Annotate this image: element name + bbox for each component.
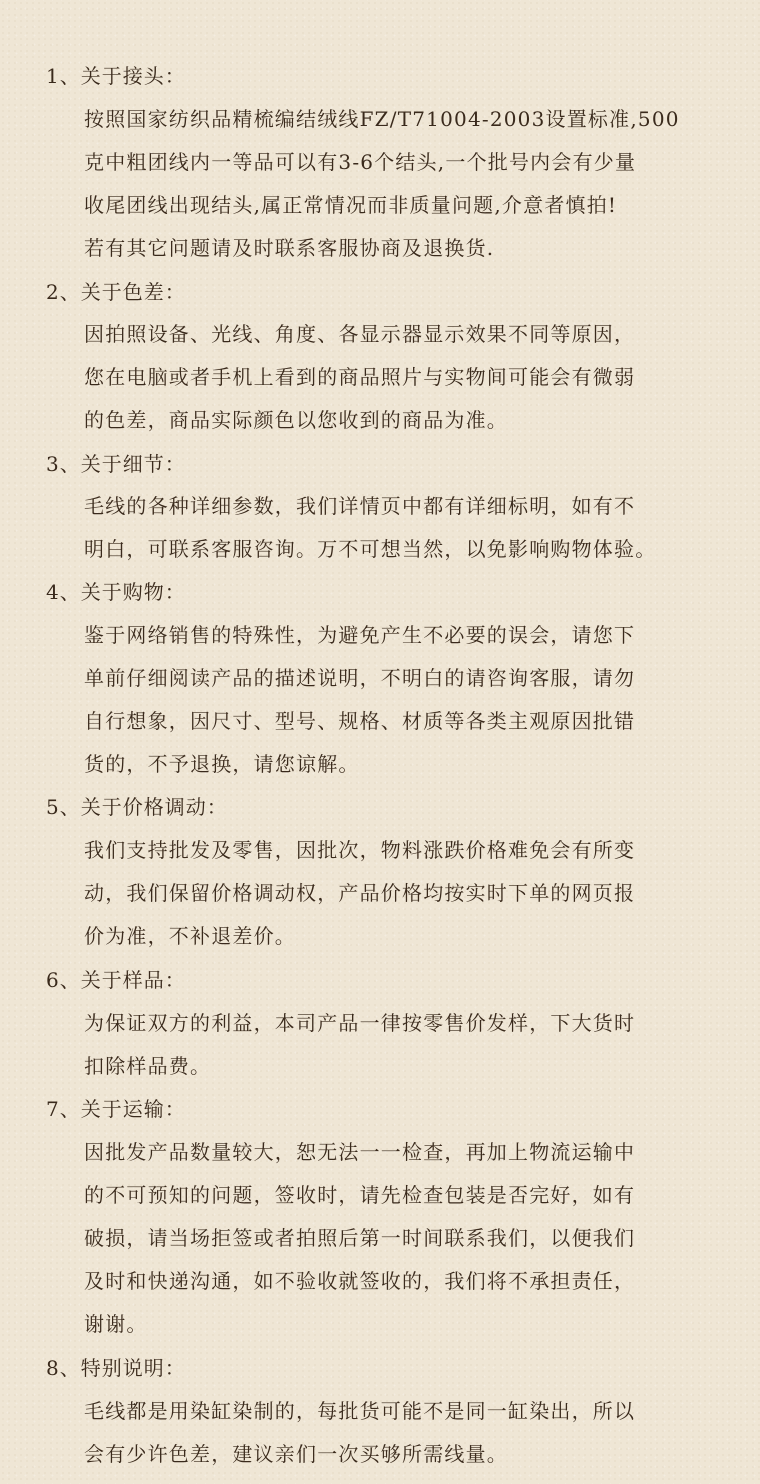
section-text-line: 扣除样品费。 [84, 1054, 212, 1078]
section-text-line: 鉴于网络销售的特殊性，为避免产生不必要的误会，请您下 [84, 623, 636, 647]
section-title: 6、关于样品： [46, 968, 186, 992]
section-text-line: 自行想象，因尺寸、型号、规格、材质等各类主观原因批错 [84, 709, 636, 733]
section-text-line: 明白，可联系客服咨询。万不可想当然，以免影响购物体验。 [84, 537, 657, 561]
section-title: 8、特别说明： [46, 1356, 186, 1380]
section-text-line: 价为准，不补退差价。 [84, 924, 296, 948]
section-text-line: 动，我们保留价格调动权，产品价格均按实时下单的网页报 [84, 881, 636, 905]
section-text-line: 及时和快递沟通，如不验收就签收的，我们将不承担责任， [84, 1269, 636, 1293]
section-text-line: 克中粗团线内一等品可以有3-6个结头,一个批号内会有少量 [84, 150, 637, 174]
section-title: 7、关于运输： [46, 1097, 186, 1121]
section-text-line: 会有少许色差，建议亲们一次买够所需线量。 [84, 1442, 508, 1466]
section-text-line: 的色差，商品实际颜色以您收到的商品为准。 [84, 408, 508, 432]
section-text-line: 毛线都是用染缸染制的，每批货可能不是同一缸染出，所以 [84, 1399, 636, 1423]
section-text-line: 的不可预知的问题，签收时，请先检查包装是否完好，如有 [84, 1183, 636, 1207]
section-title: 1、关于接头： [46, 64, 186, 88]
section-text-line: 破损，请当场拒签或者拍照后第一时间联系我们，以便我们 [84, 1226, 636, 1250]
section-text-line: 货的，不予退换，请您谅解。 [84, 752, 360, 776]
section-text-line: 您在电脑或者手机上看到的商品照片与实物间可能会有微弱 [84, 365, 636, 389]
section-title: 2、关于色差： [46, 280, 186, 304]
section-text-line: 毛线的各种详细参数，我们详情页中都有详细标明，如有不 [84, 494, 636, 518]
section-text-line: 谢谢。 [84, 1312, 148, 1336]
section-title: 3、关于细节： [46, 452, 186, 476]
section-text-line: 若有其它问题请及时联系客服协商及退换货. [84, 236, 495, 260]
section-title: 4、关于购物： [46, 580, 186, 604]
section-title: 5、关于价格调动： [46, 795, 228, 819]
section-text-line: 收尾团线出现结头,属正常情况而非质量问题,介意者慎拍! [84, 193, 618, 217]
section-text-line: 因批发产品数量较大，恕无法一一检查，再加上物流运输中 [84, 1140, 636, 1164]
section-text-line: 为保证双方的利益，本司产品一律按零售价发样，下大货时 [84, 1011, 636, 1035]
section-text-line: 单前仔细阅读产品的描述说明，不明白的请咨询客服，请勿 [84, 666, 636, 690]
section-text-line: 因拍照设备、光线、角度、各显示器显示效果不同等原因， [84, 322, 636, 346]
section-text-line: 我们支持批发及零售，因批次，物料涨跌价格难免会有所变 [84, 838, 636, 862]
section-text-line: 按照国家纺织品精梳编结绒线FZ/T71004-2003设置标准,500 [84, 107, 680, 131]
